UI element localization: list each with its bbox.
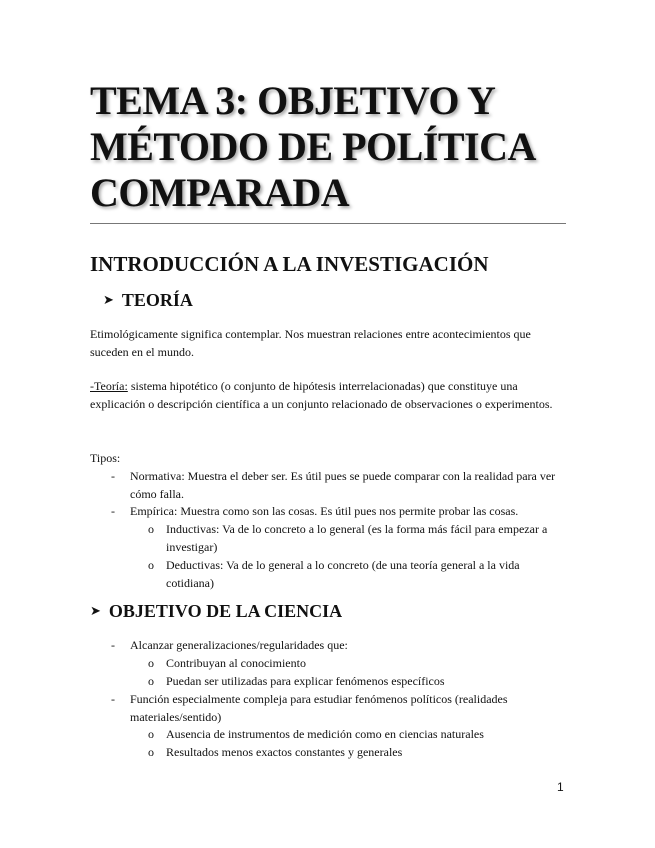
arrow-bullet-icon: ➤: [90, 604, 101, 619]
section-heading: INTRODUCCIÓN A LA INVESTIGACIÓN: [90, 252, 489, 276]
teoria-definition-text: sistema hipotético (o conjunto de hipótesis interrelacionadas) que constituye una explicación o descripción científica a un conjunto relacionado de observaciones o experimentos.: [90, 379, 553, 411]
title-line-1: TEMA 3: OBJETIVO Y: [90, 78, 496, 123]
dash-bullet: -: [111, 504, 115, 518]
page-title: [90, 78, 570, 216]
teoria-heading: [103, 290, 193, 311]
dash-bullet: -: [111, 638, 115, 652]
circle-bullet: o: [148, 674, 154, 688]
type-empirica: Empírica: Muestra como son las cosas. Es útil pues nos permite probar las cosas.: [130, 504, 519, 518]
circle-bullet: o: [148, 727, 154, 741]
teoria-intro: Etimológicamente significa contemplar. Nos muestran relaciones entre acontecimientos que suceden en el mundo.: [90, 327, 531, 359]
circle-bullet: o: [148, 522, 154, 536]
title-line-2: MÉTODO DE POLÍTICA: [90, 124, 536, 169]
type-normativa: Normativa: Muestra el deber ser. Es útil pues se puede comparar con la realidad para ver cómo falla.: [130, 469, 556, 501]
objetivo-subitem-2-1: Ausencia de instrumentos de medición como en ciencias naturales: [166, 727, 484, 741]
arrow-bullet-icon: ➤: [103, 293, 114, 308]
title-divider: [90, 223, 566, 224]
objetivo-subitem-2-2: Resultados menos exactos constantes y generales: [166, 745, 403, 759]
title-line-3: COMPARADA: [90, 170, 350, 215]
objetivo-subitem-1-1: Contribuyan al conocimiento: [166, 656, 306, 670]
objetivo-subitem-1-2: Puedan ser utilizadas para explicar fenómenos específicos: [166, 674, 445, 688]
dash-bullet: -: [111, 469, 115, 483]
teoria-definition: [90, 377, 566, 413]
objetivo-item-1: Alcanzar generalizaciones/regularidades que:: [130, 638, 348, 652]
circle-bullet: o: [148, 558, 154, 572]
dash-bullet: -: [111, 692, 115, 706]
subtype-inductivas: Inductivas: Va de lo concreto a lo general (es la forma más fácil para empezar a investigar): [166, 522, 548, 554]
objetivo-item-2: Función especialmente compleja para estudiar fenómenos políticos (realidades materiales/sentido): [130, 692, 508, 724]
objetivo-heading-text: OBJETIVO DE LA CIENCIA: [108, 601, 343, 621]
page-number: 1: [557, 780, 564, 794]
circle-bullet: o: [148, 745, 154, 759]
circle-bullet: o: [148, 656, 154, 670]
objetivo-heading: [90, 601, 342, 622]
types-label: Tipos:: [90, 451, 121, 465]
subtype-deductivas: Deductivas: Va de lo general a lo concreto (de una teoría general a la vida cotidiana): [166, 558, 520, 590]
teoria-definition-label: -Teoría:: [90, 379, 128, 393]
teoria-heading-text: TEORÍA: [121, 290, 193, 310]
